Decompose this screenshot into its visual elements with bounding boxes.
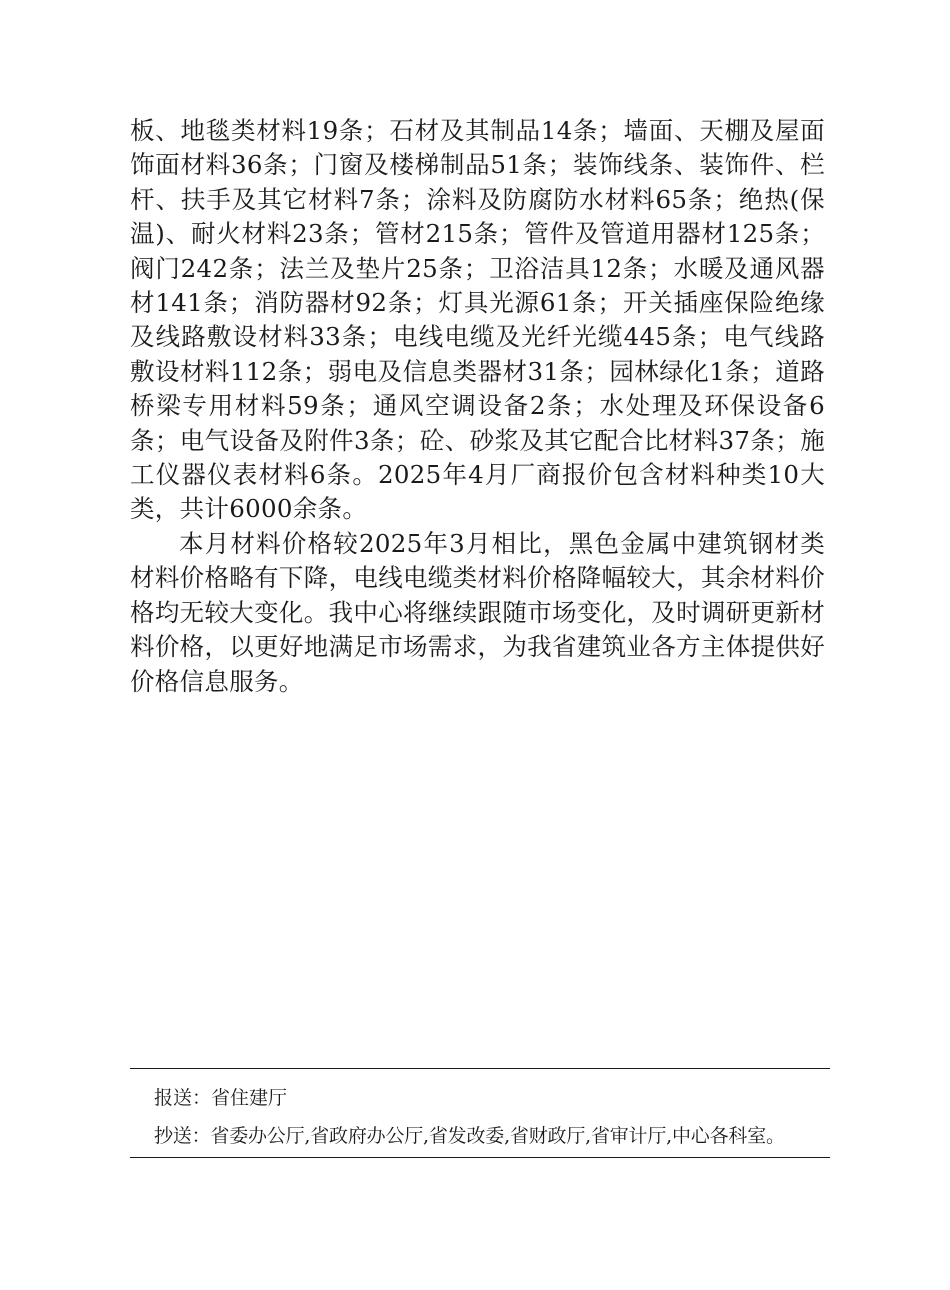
paragraph-price-summary: 本月材料价格较2025年3月相比，黑色金属中建筑钢材类材料价格略有下降，电线电缆类材料价格降幅较大，其余材料价格均无较大变化。我中心将继续跟随市场变化，及时调研更新材料价格，以更好地满足市场需求，为我省建筑业各方主体提供好价格信息服务。	[130, 528, 825, 696]
footer-top-rule	[130, 1068, 830, 1069]
copy-to-line: 抄送：省委办公厅,省政府办公厅,省发改委,省财政厅,省审计厅,中心各科室。	[154, 1125, 785, 1147]
report-to-line: 报送：省住建厅	[154, 1087, 288, 1109]
distribution-footer	[130, 1068, 830, 1158]
body-text	[130, 114, 825, 699]
footer-bottom-rule	[130, 1157, 830, 1158]
paragraph-material-list: 板、地毯类材料19条；石材及其制品14条；墙面、天棚及屋面饰面材料36条；门窗及楼梯制品51条；装饰线条、装饰件、栏杆、扶手及其它材料7条；涂料及防腐防水材料65条；绝热(保温)、耐火材料23条；管材215条；管件及管道用器材125条；阀门242条；法兰及垫片25条；卫浴洁具12条；水暖及通风器材141条；消防器材92条；灯具光源61条；开关插座保险绝缘及线路敷设材料33条；电线电缆及光纤光缆445条；电气线路敷设材料112条；弱电及信息类器材31条；园林绿化1条；道路桥梁专用材料59条；通风空调设备2条；水处理及环保设备6条；电气设备及附件3条；砼、砂浆及其它配合比材料37条；施工仪器仪表材料6条。2025年4月厂商报价包含材料种类10大类，共计6000余条。	[130, 116, 825, 524]
